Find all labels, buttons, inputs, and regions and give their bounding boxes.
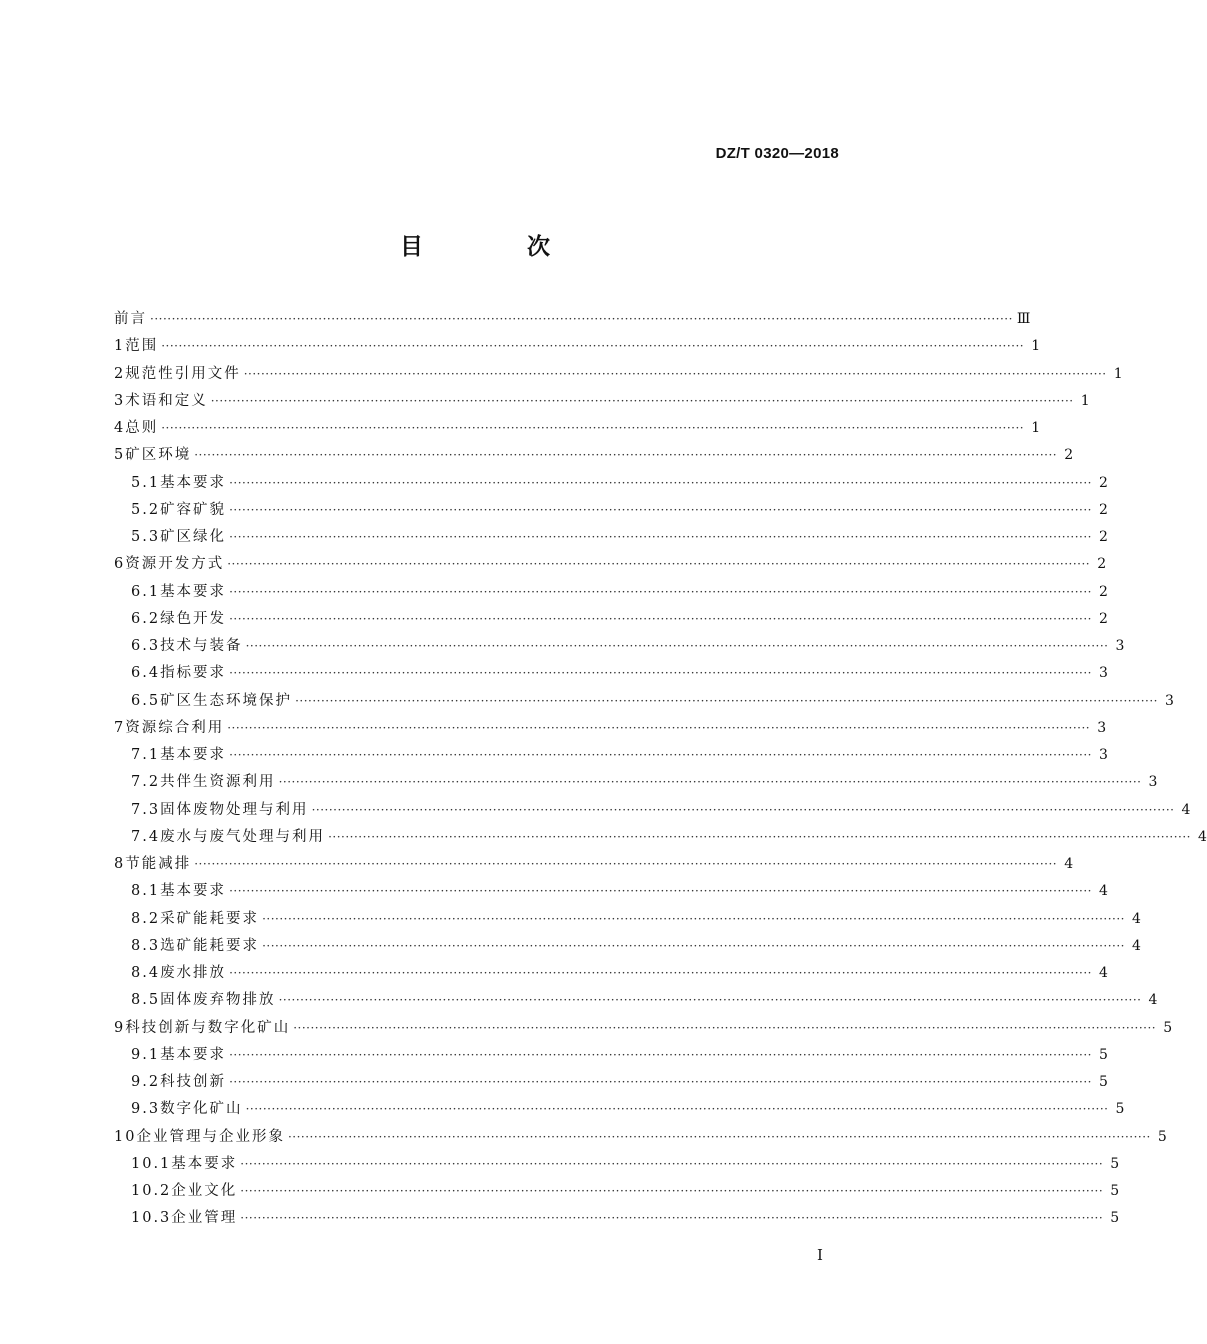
toc-entry[interactable] — [114, 987, 1158, 1014]
toc-entry-number: 6 — [114, 556, 126, 573]
toc-entry-label: 基本要求 — [160, 583, 227, 600]
toc-leader-dots: ········································································································································································································ — [240, 1156, 1104, 1171]
toc-entry-label: 范围 — [125, 338, 159, 355]
toc-entry[interactable] — [114, 797, 1191, 824]
toc-leader-dots: ········································································································································································································ — [161, 339, 1025, 354]
toc-entry[interactable] — [114, 688, 1174, 715]
toc-leader-dots: ········································································································································································································ — [229, 611, 1092, 626]
toc-entry-page: 4 — [1099, 883, 1108, 900]
toc-leader-dots: ········································································································································································································ — [229, 1047, 1092, 1062]
toc-entry-page: 2 — [1099, 501, 1108, 518]
toc-entry-number: 9 — [114, 1019, 126, 1036]
toc-entry-number: 8 — [114, 856, 126, 872]
toc-entry-number: 6.2 — [131, 610, 161, 627]
toc-entry-number: 10.1 — [131, 1155, 172, 1172]
toc-entry-page: 5 — [1110, 1183, 1120, 1199]
toc-entry-number: 1 — [114, 338, 126, 355]
toc-entry-page: 2 — [1099, 529, 1108, 545]
toc-entry-number: 10.3 — [131, 1210, 172, 1227]
toc-entry[interactable] — [114, 660, 1108, 687]
toc-entry[interactable] — [114, 960, 1108, 987]
toc-entry-label: 固体废物处理与利用 — [160, 801, 309, 818]
toc-entry-label: 矿容矿貌 — [160, 501, 227, 518]
toc-entry[interactable] — [114, 1015, 1173, 1042]
toc-leader-dots: ········································································································································································································ — [243, 366, 1107, 381]
toc-entry-label: 基本要求 — [160, 883, 227, 900]
toc-entry-page: 5 — [1099, 1074, 1108, 1090]
toc-leader-dots: ········································································································································································································ — [194, 448, 1058, 463]
toc-entry-number: 9.1 — [131, 1046, 161, 1063]
toc-entry[interactable] — [114, 906, 1141, 933]
toc-entry-label: 技术与装备 — [160, 638, 243, 654]
toc-entry-number: 9.3 — [131, 1101, 161, 1118]
toc-entry[interactable] — [114, 878, 1108, 905]
toc-entry-number: 5 — [114, 447, 126, 464]
toc-entry-page: 1 — [1031, 338, 1041, 355]
toc-entry[interactable] — [114, 769, 1158, 796]
toc-entry-page: 5 — [1157, 1128, 1167, 1145]
toc-entry-label: 矿区绿化 — [160, 529, 227, 545]
toc-leader-dots: ········································································································································································································ — [245, 639, 1109, 653]
toc-entry-number: 5.2 — [131, 501, 161, 518]
toc-entry-number: 6.1 — [131, 583, 161, 600]
toc-entry[interactable] — [114, 742, 1108, 769]
toc-entry[interactable] — [114, 824, 1207, 851]
toc-entry-page: 2 — [1099, 583, 1108, 600]
toc-entry-number: 7.2 — [131, 774, 161, 791]
toc-entry-label: 固体废弃物排放 — [160, 992, 276, 1009]
toc-entry[interactable] — [114, 497, 1108, 524]
toc-leader-dots: ········································································································································································································ — [245, 1102, 1109, 1117]
toc-entry-label: 节能减排 — [125, 856, 192, 872]
toc-entry-number: 6.5 — [131, 692, 161, 709]
toc-entry-page: 3 — [1115, 638, 1125, 654]
toc-entry-number: 6.4 — [131, 665, 161, 682]
toc-entry[interactable] — [114, 1178, 1120, 1205]
toc-entry-label: 指标要求 — [160, 665, 227, 682]
toc-entry-label: 绿色开发 — [160, 610, 227, 627]
toc-entry-label: 企业管理 — [171, 1210, 238, 1227]
toc-entry-page: 5 — [1163, 1019, 1173, 1036]
toc-entry-page: 1 — [1031, 420, 1041, 436]
toc-entry-page: 5 — [1110, 1210, 1120, 1227]
toc-entry-page: 4 — [1132, 910, 1141, 927]
toc-entry[interactable] — [114, 524, 1108, 551]
toc-entry-number: 8.4 — [131, 965, 161, 981]
toc-entry-number: 6.3 — [131, 638, 161, 654]
toc-entry-label: 术语和定义 — [125, 392, 208, 409]
toc-entry-label: 基本要求 — [160, 1046, 227, 1063]
toc-entry-label: 前言 — [114, 311, 147, 327]
toc-leader-dots: ········································································································································································································ — [227, 557, 1091, 572]
toc-leader-dots: ········································································································································································································ — [227, 720, 1091, 735]
toc-entry-label: 选矿能耗要求 — [160, 937, 260, 954]
toc-entry-label: 基本要求 — [160, 747, 227, 763]
toc-leader-dots: ········································································································································································································ — [229, 502, 1092, 517]
toc-entry-label: 基本要求 — [171, 1155, 238, 1172]
toc-entry-page: 2 — [1099, 474, 1108, 491]
toc-entry-page: 3 — [1097, 719, 1107, 736]
toc-entry-number: 10.2 — [131, 1183, 172, 1199]
toc-leader-dots: ········································································································································································································ — [229, 666, 1092, 681]
toc-entry-number: 7.1 — [131, 747, 161, 763]
toc-entry-label: 数字化矿山 — [160, 1101, 243, 1118]
standard-code: DZ/T 0320—2018 — [715, 145, 839, 162]
toc-entry-label: 矿区环境 — [125, 447, 192, 464]
toc-entry-page: 1 — [1080, 392, 1090, 409]
toc-leader-dots: ········································································································································································································ — [262, 938, 1125, 953]
toc-entry-page: 4 — [1064, 856, 1074, 872]
toc-leader-dots: ········································································································································································································ — [311, 802, 1175, 817]
toc-leader-dots: ········································································································································································································ — [194, 857, 1058, 871]
toc-entry-label: 采矿能耗要求 — [160, 910, 260, 927]
toc-entry[interactable] — [114, 606, 1108, 633]
toc-entry[interactable] — [114, 633, 1125, 660]
toc-entry-page: 4 — [1198, 828, 1207, 845]
toc-entry-label: 基本要求 — [160, 474, 227, 491]
toc-entry[interactable] — [114, 333, 1041, 360]
toc-entry[interactable] — [114, 579, 1108, 606]
toc-entry-label: 资源开发方式 — [125, 556, 225, 573]
toc-entry-label: 资源综合利用 — [125, 719, 225, 736]
toc-entry-number: 8.5 — [131, 992, 161, 1009]
toc-entry-number: 5.3 — [131, 529, 161, 545]
toc-leader-dots: ········································································································································································································ — [229, 748, 1092, 762]
toc-entry-page: 5 — [1110, 1155, 1120, 1172]
toc-leader-dots: ········································································································································································································ — [229, 884, 1092, 899]
toc-entry-page: 4 — [1099, 965, 1108, 981]
toc-leader-dots: ········································································································································································································ — [328, 829, 1191, 844]
toc-entry-page: 2 — [1064, 447, 1074, 464]
toc-entry-number: 8.2 — [131, 910, 161, 927]
toc-entry[interactable] — [114, 1042, 1108, 1069]
toc-entry[interactable] — [114, 388, 1090, 415]
toc-entry-number: 10 — [114, 1128, 137, 1145]
toc-entry-number: 5.1 — [131, 474, 161, 491]
toc-entry-number: 2 — [114, 365, 126, 382]
toc-leader-dots: ········································································································································································································ — [229, 530, 1092, 544]
toc-leader-dots: ········································································································································································································ — [240, 1211, 1104, 1226]
toc-leader-dots: ········································································································································································································ — [229, 966, 1092, 980]
toc-entry[interactable] — [114, 442, 1074, 469]
toc-entry-label: 企业文化 — [171, 1183, 238, 1199]
toc-entry[interactable] — [114, 415, 1041, 442]
toc-entry-number: 3 — [114, 392, 126, 409]
toc-entry[interactable] — [114, 1205, 1120, 1232]
toc-entry-page: 1 — [1113, 365, 1123, 382]
toc-entry-label: 废水与废气处理与利用 — [160, 828, 326, 845]
toc-entry-label: 科技创新与数字化矿山 — [125, 1019, 291, 1036]
toc-entry[interactable] — [114, 1069, 1108, 1096]
toc-entry-label: 企业管理与企业形象 — [136, 1128, 285, 1145]
toc-entry-label: 共伴生资源利用 — [160, 774, 276, 791]
toc-entry-number: 7.4 — [131, 828, 161, 845]
toc-entry-page: 4 — [1181, 801, 1191, 818]
toc-entry-page: Ⅲ — [1016, 311, 1031, 327]
toc-entry[interactable] — [114, 306, 1031, 333]
toc-entry-page: 3 — [1148, 774, 1158, 791]
toc-entry-page: 2 — [1097, 556, 1107, 573]
toc-leader-dots: ········································································································································································································ — [210, 393, 1074, 408]
toc-entry-label: 规范性引用文件 — [125, 365, 241, 382]
toc-entry-page: 4 — [1148, 992, 1158, 1009]
toc-entry-page: 3 — [1099, 747, 1108, 763]
toc-entry-page: 3 — [1165, 692, 1174, 709]
toc-leader-dots: ········································································································································································································ — [240, 1184, 1104, 1198]
toc-leader-dots: ········································································································································································································ — [262, 911, 1125, 926]
toc-entry-label: 总则 — [125, 420, 159, 436]
toc-entry[interactable] — [114, 851, 1074, 878]
toc-entry[interactable] — [114, 1124, 1167, 1151]
toc-leader-dots: ········································································································································································································ — [295, 693, 1158, 708]
toc-leader-dots: ········································································································································································································ — [293, 1020, 1157, 1035]
toc-entry-page: 2 — [1099, 610, 1108, 627]
toc-entry-number: 7.3 — [131, 801, 161, 818]
toc-entry[interactable] — [114, 715, 1107, 742]
toc-entry-number: 8.3 — [131, 937, 161, 954]
toc-entry[interactable] — [114, 1151, 1120, 1178]
toc-leader-dots: ········································································································································································································ — [161, 421, 1025, 435]
toc-leader-dots: ········································································································································································································ — [229, 584, 1092, 599]
toc-leader-dots: ········································································································································································································ — [278, 993, 1142, 1008]
toc-leader-dots: ········································································································································································································ — [278, 775, 1142, 790]
toc-entry-number: 9.2 — [131, 1074, 161, 1090]
page-folio: I — [817, 1246, 823, 1264]
toc-entry-label: 科技创新 — [160, 1074, 227, 1090]
toc-entry[interactable] — [114, 1096, 1125, 1123]
toc-entry-page: 5 — [1115, 1101, 1125, 1118]
toc-entry-number: 4 — [114, 420, 126, 436]
toc-entry-page: 3 — [1099, 665, 1108, 682]
toc-entry-label: 矿区生态环境保护 — [160, 692, 293, 709]
toc-leader-dots: ········································································································································································································ — [229, 1075, 1092, 1089]
toc-entry-label: 废水排放 — [160, 965, 227, 981]
toc-entry[interactable] — [114, 470, 1108, 497]
page-title: 目 次 — [399, 233, 598, 260]
table-of-contents — [114, 306, 1207, 1233]
toc-entry-page: 5 — [1099, 1046, 1108, 1063]
toc-entry[interactable] — [114, 551, 1107, 578]
toc-entry[interactable] — [114, 361, 1123, 388]
toc-entry[interactable] — [114, 933, 1141, 960]
toc-entry-number: 8.1 — [131, 883, 161, 900]
toc-leader-dots: ········································································································································································································ — [229, 475, 1092, 490]
toc-entry-number: 7 — [114, 719, 126, 736]
toc-leader-dots: ········································································································································································································ — [150, 312, 1013, 326]
toc-entry-page: 4 — [1132, 937, 1141, 954]
toc-leader-dots: ········································································································································································································ — [287, 1129, 1151, 1144]
